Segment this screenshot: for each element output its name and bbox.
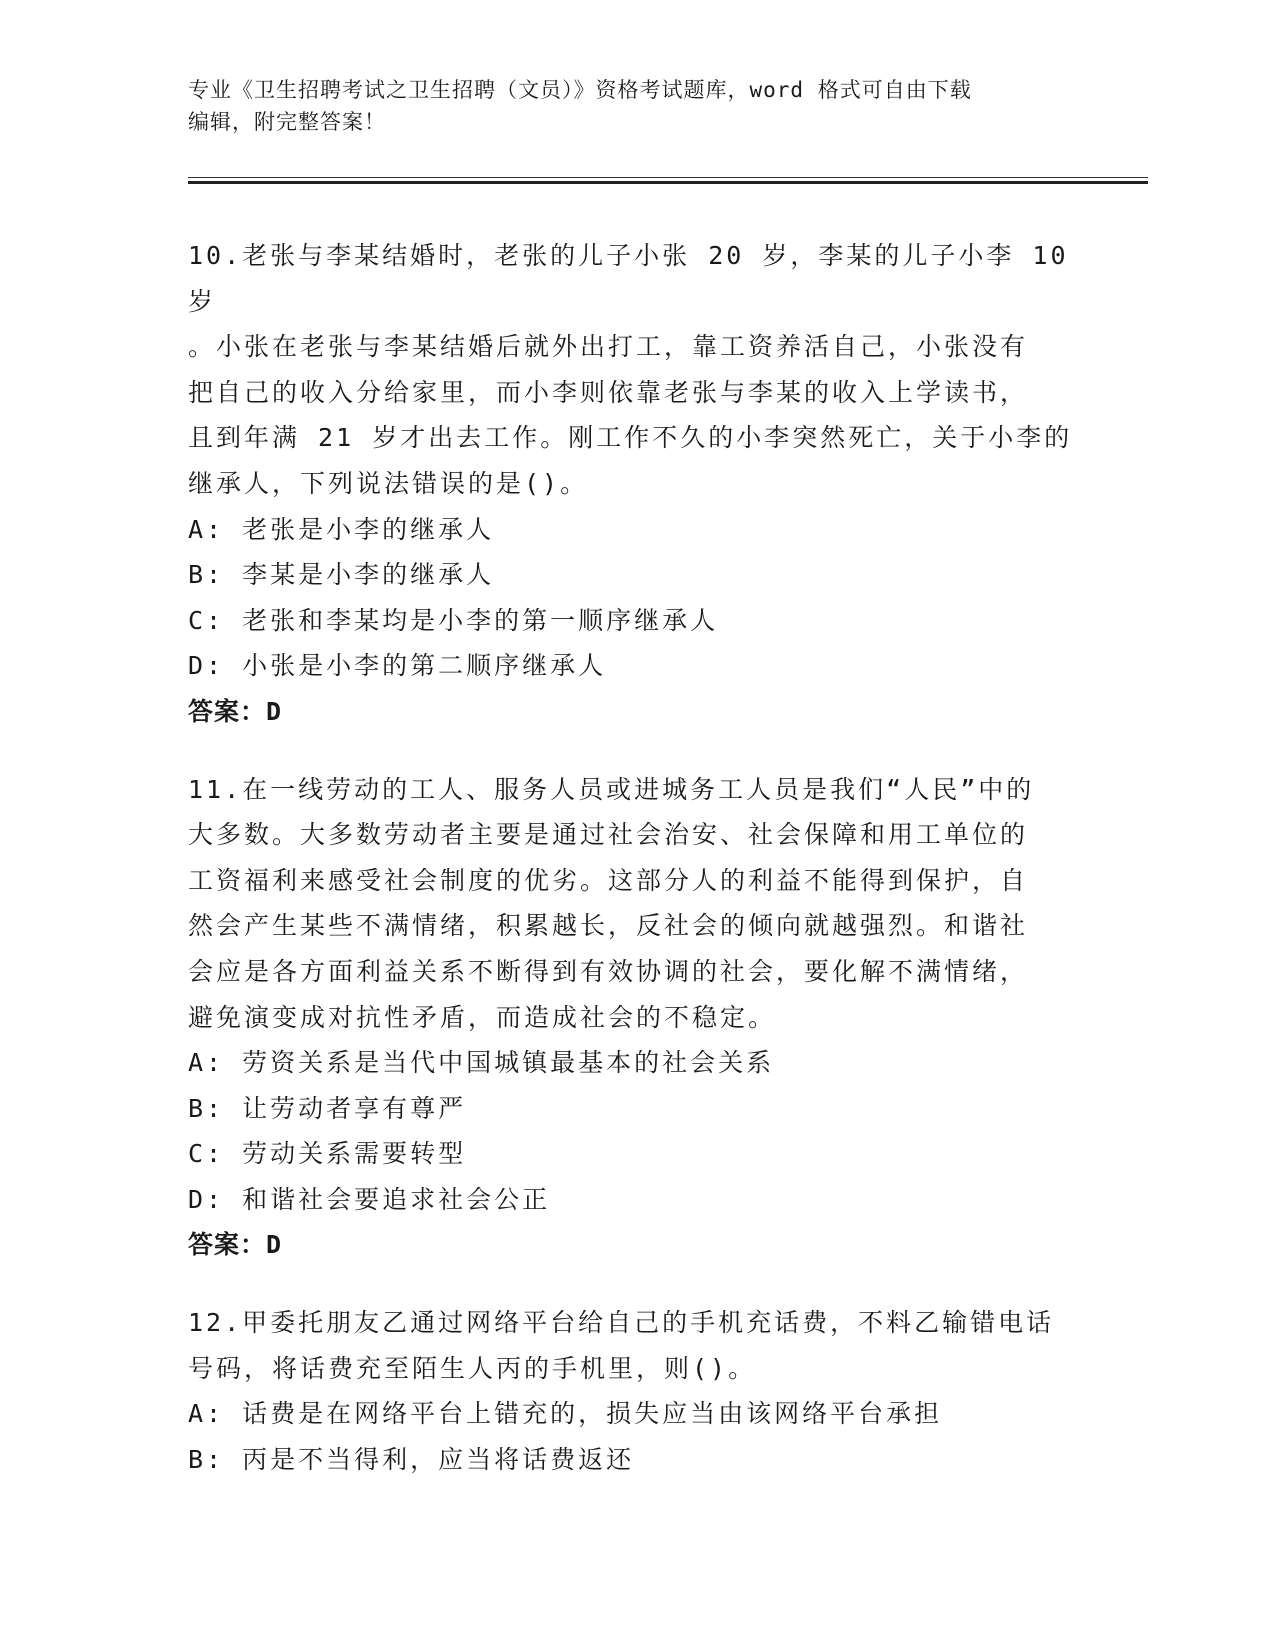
- stem-line: 继承人，下列说法错误的是()。: [188, 468, 589, 498]
- question-stem: [188, 767, 1088, 1041]
- header-divider-thick: [188, 181, 1148, 184]
- stem-line: 10.老张与李某结婚时，老张的儿子小张 20 岁，李某的儿子小李 10 岁: [188, 241, 1069, 316]
- question-stem: [188, 1300, 1088, 1391]
- option-a: A: 劳资关系是当代中国城镇最基本的社会关系: [188, 1048, 775, 1078]
- stem-line: 工资福利来感受社会制度的优劣。这部分人的利益不能得到保护，自: [188, 865, 1029, 895]
- stem-line: 。小张在老张与李某结婚后就外出打工，靠工资养活自己，小张没有: [188, 332, 1029, 362]
- stem-line: 且到年满 21 岁才出去工作。刚工作不久的小李突然死亡，关于小李的: [188, 423, 1073, 453]
- answer-label: 答案：D: [188, 696, 283, 726]
- option-a: A: 老张是小李的继承人: [188, 514, 495, 544]
- question-stem: [188, 233, 1088, 507]
- option-b: B: 丙是不当得利，应当将话费返还: [188, 1444, 635, 1474]
- stem-line: 12.甲委托朋友乙通过网络平台给自己的手机充话费，不料乙输错电话: [188, 1308, 1055, 1338]
- option-b: B: 让劳动者享有尊严: [188, 1093, 467, 1123]
- stem-line: 避免演变成对抗性矛盾，而造成社会的不稳定。: [188, 1002, 777, 1032]
- header-divider-thin: [188, 177, 1148, 178]
- option-c: C: 劳动关系需要转型: [188, 1139, 467, 1169]
- stem-line: 把自己的收入分给家里，而小李则依靠老张与李某的收入上学读书，: [188, 377, 1029, 407]
- question-list: [188, 233, 1088, 1514]
- document-header: [188, 74, 1088, 138]
- question-10: [188, 233, 1088, 735]
- stem-line: 大多数。大多数劳动者主要是通过社会治安、社会保障和用工单位的: [188, 820, 1029, 850]
- option-d: D: 小张是小李的第二顺序继承人: [188, 651, 607, 681]
- option-c: C: 老张和李某均是小李的第一顺序继承人: [188, 605, 719, 635]
- option-d: D: 和谐社会要追求社会公正: [188, 1184, 551, 1214]
- stem-line: 会应是各方面利益关系不断得到有效协调的社会，要化解不满情绪，: [188, 956, 1029, 986]
- answer-label: 答案：D: [188, 1230, 283, 1260]
- stem-line: 号码，将话费充至陌生人丙的手机里，则()。: [188, 1353, 757, 1383]
- stem-line: 11.在一线劳动的工人、服务人员或进城务工人员是我们“人民”中的: [188, 774, 1035, 804]
- header-line: 编辑，附完整答案！: [188, 110, 386, 134]
- question-12: [188, 1300, 1088, 1482]
- stem-line: 然会产生某些不满情绪，积累越长，反社会的倾向就越强烈。和谐社: [188, 911, 1029, 941]
- option-a: A: 话费是在网络平台上错充的，损失应当由该网络平台承担: [188, 1399, 943, 1429]
- option-b: B: 李某是小李的继承人: [188, 560, 495, 590]
- header-line: 专业《卫生招聘考试之卫生招聘（文员）》资格考试题库，word 格式可自由下载: [188, 78, 972, 102]
- question-11: [188, 767, 1088, 1269]
